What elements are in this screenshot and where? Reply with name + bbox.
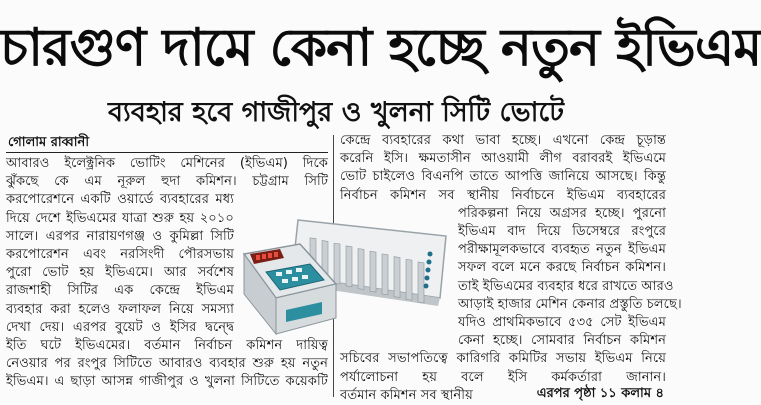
text-line: দেখা দেয়। এরপর বুয়েট ও ইসির দ্বন্দ্বে: [6, 319, 234, 335]
text-line: ভোট চাইলেও বিএনপি তাতে আপত্তি জানিয়ে আসছে। কিন্তু: [340, 169, 666, 185]
text-line: পরীক্ষামূলকভাবে ব্যবহৃত নতুন ইভিএম: [458, 242, 666, 258]
text-line: আড়াই হাজার মেশিন কেনার প্রস্তুতি চলছে।: [458, 296, 682, 312]
text-line: রাজশাহী সিটির এক কেন্দ্রে ইভিএম: [6, 283, 234, 299]
text-line: বর্তমান কমিশন সব স্থানীয়: [340, 387, 473, 403]
text-line: করপোরেশন এবং নরসিংদী পৌরসভায়: [6, 247, 234, 263]
continuation-note: এরপর পৃষ্ঠা ১১ কলাম ৪: [536, 386, 664, 401]
text-line: পর্যালোচনা হয় বলে ইসি কর্মকর্তারা জানান।: [340, 369, 666, 385]
text-line: করপোরেশনে একটি ওয়ার্ডে ব্যবহারের মধ্য: [6, 192, 234, 208]
text-line: ইতি ঘটে ইভিএমের। বর্তমান নির্বাচন কমিশন দায়িত্ব: [6, 338, 328, 354]
text-line: যদিও প্রাথমিকভাবে ৫৩৫ সেট ইভিএম: [458, 315, 666, 331]
text-line: সচিবের সভাপতিত্বে কারিগরি কমিটির সভায় ইভিএম নিয়ে: [340, 351, 666, 367]
headline: চারগুণ দামে কেনা হচ্ছে নতুন ইভিএম: [0, 18, 761, 78]
text-line: পুরো ভোট হয় ইভিএমে। আর সর্বশেষ: [6, 265, 234, 281]
text-line: নেওয়ার পর রংপুর সিটিতে আবারও ব্যবহার শুরু হয় নতুন: [6, 356, 328, 372]
text-line: সফল বলে মনে করছে নির্বাচন কমিশন।: [458, 260, 666, 276]
text-line: ইভিএম বাদ দিয়ে ডিসেম্বরে রংপুরে: [458, 224, 666, 240]
text-line: সালে। এরপর নারায়ণগঞ্জ ও কুমিল্লা সিটি: [6, 228, 234, 244]
evm-machine-icon: [240, 214, 450, 344]
text-line: ইভিএম। এ ছাড়া আসন্ন গাজীপুর ও খুলনা সিটিতে কয়েকটি: [6, 374, 328, 390]
text-line: তাই ইভিএমের ব্যবহার ধরে রাখতে আরও: [458, 278, 674, 294]
subheadline: ব্যবহার হবে গাজীপুর ও খুলনা সিটি ভোটে: [108, 97, 564, 128]
text-line: করেনি ইসি। ক্ষমতাসীন আওয়ামী লীগ বরাবরই ইভিএমে: [340, 151, 666, 167]
text-line: দিয়ে দেশে ইভিএমের যাত্রা শুরু হয় ২০১০: [6, 210, 234, 226]
text-line: কেন্দ্রে ব্যবহারের কথা ভাবা হচ্ছে। এখনো কেন্দ্র চূড়ান্ত: [340, 133, 666, 148]
text-line: ব্যবহার করা হলেও ফলাফল নিয়ে সমস্যা: [6, 301, 234, 317]
text-line: ঝুঁকছে কে এম নূরুল হুদা কমিশন। চট্টগ্রাম সিটি: [6, 174, 328, 190]
text-line: পরিকল্পনা নিয়ে অগ্রসর হচ্ছে। পুরনো: [458, 205, 666, 221]
byline: গোলাম রাব্বানী: [8, 135, 90, 150]
text-line: কেনা হচ্ছে। সোমবার নির্বাচন কমিশন: [458, 333, 666, 349]
text-line: নির্বাচন কমিশন সব স্থানীয় নির্বাচনে ইভিএম ব্যবহারের: [340, 187, 666, 203]
text-line: আবারও ইলেক্ট্রনিক ভোটিং মেশিনের (ইভিএম) দিকে: [6, 156, 328, 171]
byline-divider: [6, 152, 328, 153]
